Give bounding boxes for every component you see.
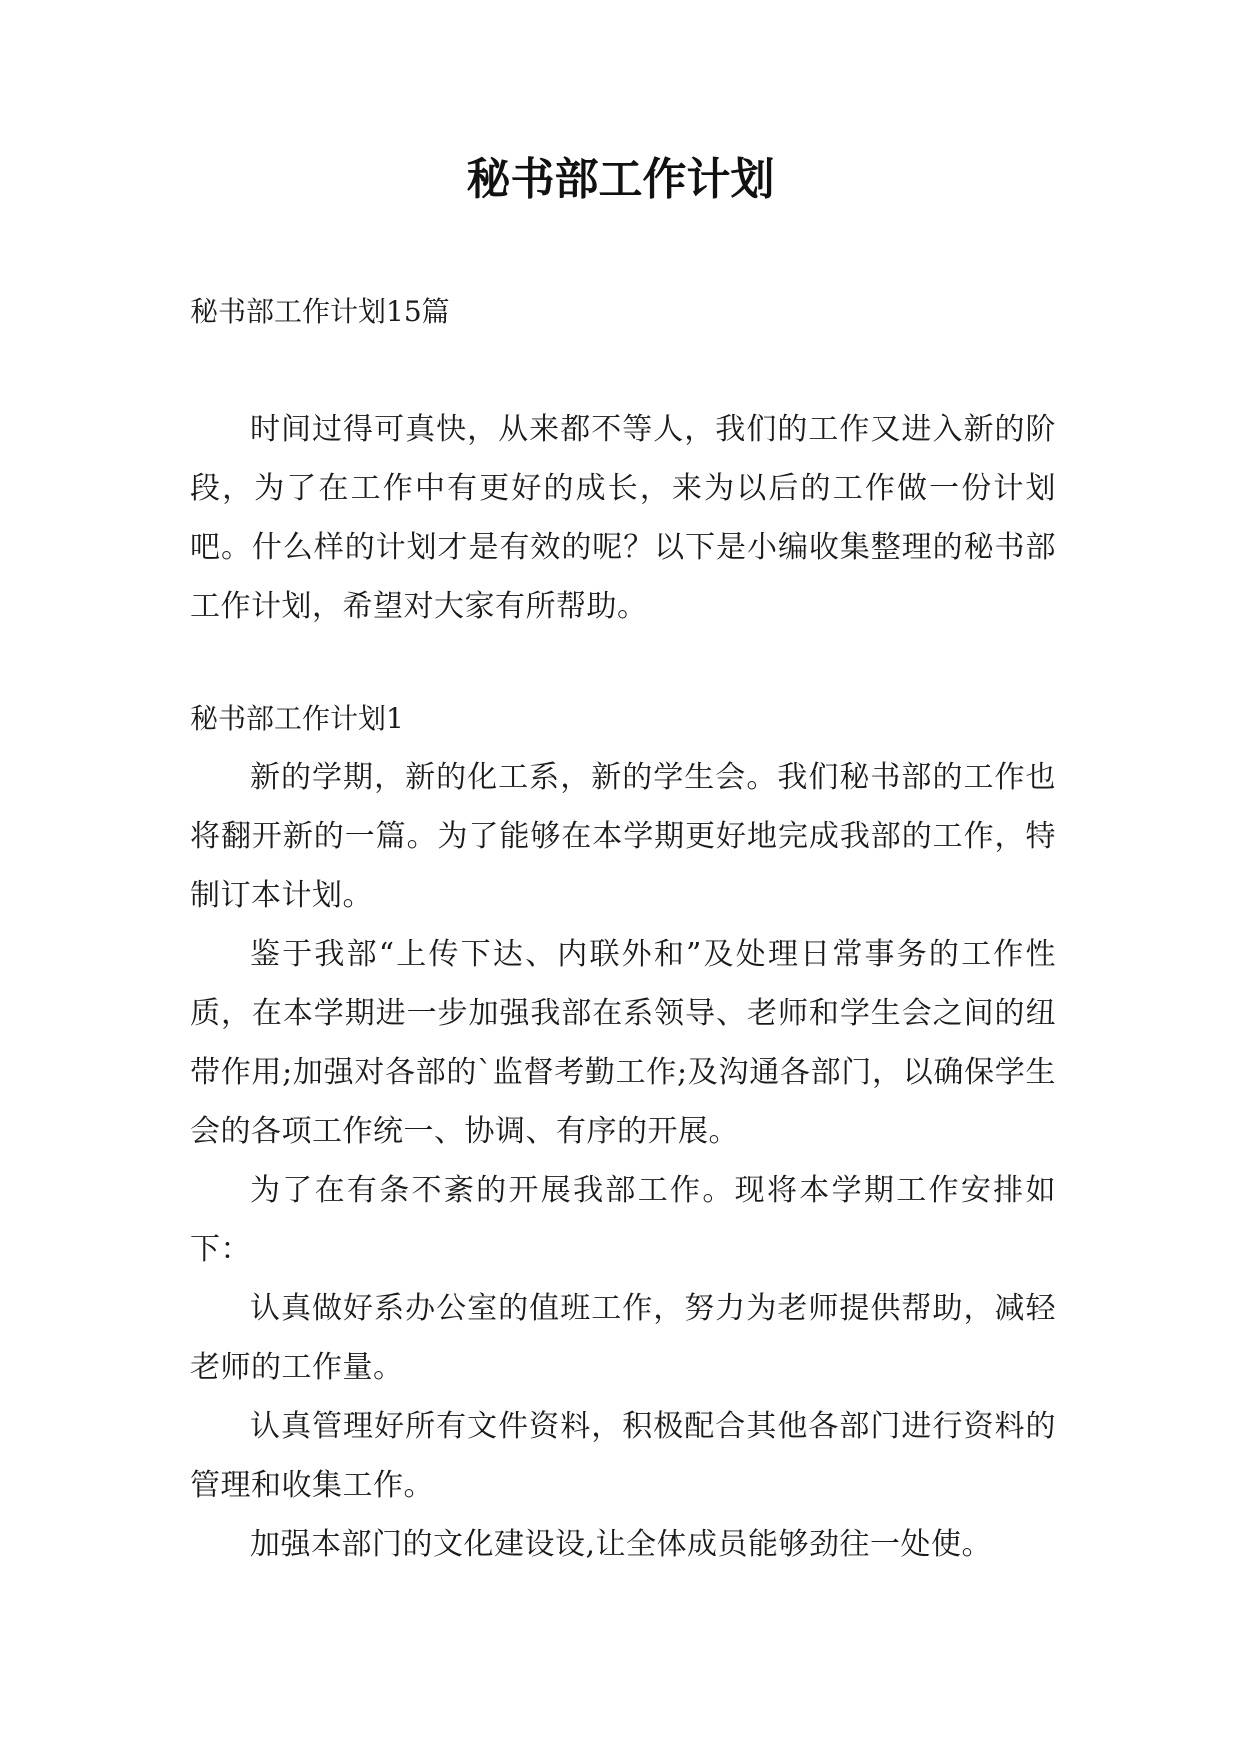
document-title: 秘书部工作计划: [466, 154, 775, 205]
section-heading: 秘书部工作计划1: [190, 702, 404, 735]
intro-paragraph: 时间过得可真快，从来都不等人，我们的工作又进入新的阶段，为了在工作中有更好的成长，来为以后的工作做一份计划吧。什么样的计划才是有效的呢？以下是小编收集整理的秘书部工作计划，希望对大家有所帮助。: [190, 412, 1056, 624]
intro-block: [190, 400, 1056, 636]
body-paragraph: 加强本部门的文化建设设,让全体成员能够劲往一处使。: [250, 1527, 993, 1562]
body-paragraph: 为了在有条不紊的开展我部工作。现将本学期工作安排如下：: [190, 1173, 1056, 1267]
body-paragraph: 新的学期，新的化工系，新的学生会。我们秘书部的工作也将翻开新的一篇。为了能够在本学期更好地完成我部的工作，特制订本计划。: [190, 760, 1056, 913]
body-paragraph: 鉴于我部“上传下达、内联外和”及处理日常事务的工作性质，在本学期进一步加强我部在系领导、老师和学生会之间的纽带作用;加强对各部的`监督考勤工作;及沟通各部门，以确保学生会的各项工作统一、协调、有序的开展。: [190, 937, 1056, 1149]
section-1: [190, 689, 1056, 1574]
body-paragraph: 认真管理好所有文件资料，积极配合其他各部门进行资料的管理和收集工作。: [190, 1409, 1056, 1503]
body-paragraph: 认真做好系办公室的值班工作，努力为老师提供帮助，减轻老师的工作量。: [190, 1291, 1056, 1385]
document-subtitle: 秘书部工作计划15篇: [190, 295, 450, 328]
